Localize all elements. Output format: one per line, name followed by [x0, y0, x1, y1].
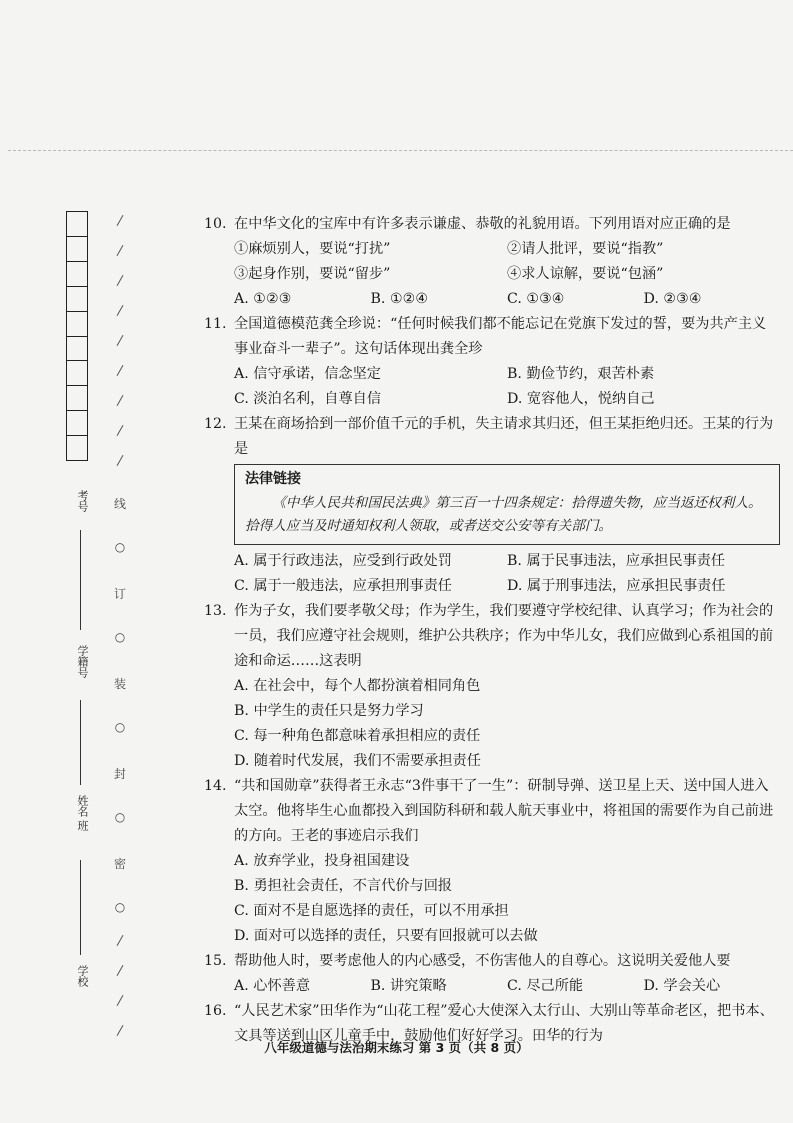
question-stem: 作为子女，我们要孝敬父母；作为学生，我们要遵守学校纪律、认真学习；作为社会的一员，我们应遵守社会规则，维护公共秩序；作为中华儿女，我们应做到心系祖国的前途和命运……这表明 [234, 603, 774, 669]
statement-list: ①麻烦别人，要说“打扰” ②请人批评，要说“指教” ③起身作别，要说“留步” ④求人谅解，要说“包涵” [234, 241, 664, 282]
school-line [80, 860, 81, 955]
exam-number-grid [66, 211, 88, 461]
student-id-label: 学籍号 [76, 645, 89, 678]
question-11: 11. 全国道德模范龚全珍说：“任何时候我们都不能忘记在党旗下发过的誓，要为共产主义事业奋斗一辈子”。这句话体现出龚全珍 A. 信守承诺，信念坚定 B. 勤俭节约，艰苦朴素 C. 淡泊名利，自尊自信 D. 宽容他人，悦纳自己 [210, 312, 780, 412]
law-link-box [234, 464, 780, 545]
exam-number-label: 考号 [76, 490, 89, 512]
answer-options: A. 在社会中，每个人都扮演着相同角色 B. 中学生的责任只是努力学习 C. 每一种角色都意味着承担相应的责任 D. 随着时代发展，我们不需要承担责任 [234, 678, 481, 769]
question-12: 12. 王某在商场拾到一部价值千元的手机，失主请求其归还，但王某拒绝归还。王某的行为是 法律链接 《中华人民共和国民法典》第三百一十四条规定：拾得遗失物，应当返还权利人。拾得人应当及时通知权利人领取，或者送交公安等有关部门。 A. 属于行政违法，应受到行政处罚 B. 属于民事违法，应承担民事责任 C. 属于一般违法，应承担刑事责任 D. 属于刑事违法，应承担民事责任 [210, 412, 780, 599]
law-link-text: 《中华人民共和国民法典》第三百一十四条规定：拾得遗失物，应当返还权利人。拾得人应当及时通知权利人领取，或者送交公安等有关部门。 [245, 495, 762, 534]
school-label: 学校 [76, 965, 89, 987]
page-footer: 八年级道德与法治期末练习 第 3 页（共 8 页） [264, 1040, 529, 1055]
answer-options: A. 放弃学业，投身祖国建设 B. 勇担社会责任，不言代价与回报 C. 面对不是自愿选择的责任，可以不用承担 D. 面对可以选择的责任，只要有回报就可以去做 [234, 853, 538, 944]
question-stem: 王某在商场拾到一部价值千元的手机，失主请求其归还，但王某拒绝归还。王某的行为是 [234, 416, 774, 457]
top-dashed-line [8, 150, 793, 151]
answer-options: A. ①②③ B. ①②④ C. ①③④ D. ②③④ [234, 291, 702, 307]
answer-options: A. 属于行政违法，应受到行政处罚 B. 属于民事违法，应承担民事责任 C. 属于一般违法，应承担刑事责任 D. 属于刑事违法，应承担民事责任 [234, 553, 726, 594]
question-area [204, 212, 780, 1049]
question-stem: 帮助他人时，要考虑他人的内心感受，不伤害他人的自尊心。这说明关爱他人要 [234, 953, 731, 969]
question-15: 15. 帮助他人时，要考虑他人的内心感受，不伤害他人的自尊心。这说明关爱他人要 A. 心怀善意 B. 讲究策略 C. 尽己所能 D. 学会关心 [210, 949, 780, 999]
question-stem: “共和国勋章”获得者王永志“3件事干了一生”：研制导弹、送卫星上天、送中国人进入太空。他将毕生心血都投入到国防科研和载人航天事业中，将祖国的需要作为自己前进的方向。王老的事迹启示我们 [234, 778, 774, 844]
name-label: 姓名 [76, 795, 89, 817]
seal-word-zhuang: 装 [113, 677, 126, 691]
answer-options: A. 心怀善意 B. 讲究策略 C. 尽己所能 D. 学会关心 [234, 978, 721, 994]
seal-word-mi: 密 [113, 857, 126, 871]
student-id-line [80, 530, 81, 630]
class-label: 班 [76, 820, 89, 831]
seal-word-ding: 订 [113, 587, 126, 601]
seal-word-xian: 线 [113, 497, 126, 511]
law-link-title: 法律链接 [245, 471, 301, 487]
answer-options: A. 信守承诺，信念坚定 B. 勤俭节约，艰苦朴素 C. 淡泊名利，自尊自信 D. 宽容他人，悦纳自己 [234, 366, 655, 407]
question-16: 16. “人民艺术家”田华作为“山花工程”爱心大使深入太行山、大别山等革命老区，把书本、文具等送到山区儿童手中，鼓励他们好好学习。田华的行为 [210, 999, 780, 1049]
name-line [80, 700, 81, 785]
question-stem: 全国道德模范龚全珍说：“任何时候我们都不能忘记在党旗下发过的誓，要为共产主义事业奋斗一辈子”。这句话体现出龚全珍 [234, 316, 767, 357]
seal-word-feng: 封 [113, 767, 126, 781]
question-14: 14. “共和国勋章”获得者王永志“3件事干了一生”：研制导弹、送卫星上天、送中国人进入太空。他将毕生心血都投入到国防科研和载人航天事业中，将祖国的需要作为自己前进的方向。王老的事迹启示我们 A. 放弃学业，投身祖国建设 B. 勇担社会责任，不言代价与回报 C. 面对不是自愿选择的责任，可以不用承担 D. 面对可以选择的责任，只要有回报就可以去做 [210, 774, 780, 949]
question-stem: “人民艺术家”田华作为“山花工程”爱心大使深入太行山、大别山等革命老区，把书本、文具等送到山区儿童手中，鼓励他们好好学习。田华的行为 [234, 1003, 774, 1044]
seal-line-column: 线 ○ 订 ○ 装 ○ 封 ○ 密 ○ [112, 210, 128, 1060]
question-stem: 在中华文化的宝库中有许多表示谦虚、恭敬的礼貌用语。下列用语对应正确的是 [234, 216, 731, 232]
question-10: 10. 在中华文化的宝库中有许多表示谦虚、恭敬的礼貌用语。下列用语对应正确的是 ①麻烦别人，要说“打扰” ②请人批评，要说“指教” ③起身作别，要说“留步” ④求人谅解，要说“包涵” A. ①②③ B. ①②④ C. ①③④ D. ②③④ [210, 212, 780, 312]
question-13: 13. 作为子女，我们要孝敬父母；作为学生，我们要遵守学校纪律、认真学习；作为社会的一员，我们应遵守社会规则，维护公共秩序；作为中华儿女，我们应做到心系祖国的前途和命运……这表明 A. 在社会中，每个人都扮演着相同角色 B. 中学生的责任只是努力学习 C. 每一种角色都意味着承担相应的责任 D. 随着时代发展，我们不需要承担责任 [210, 599, 780, 774]
